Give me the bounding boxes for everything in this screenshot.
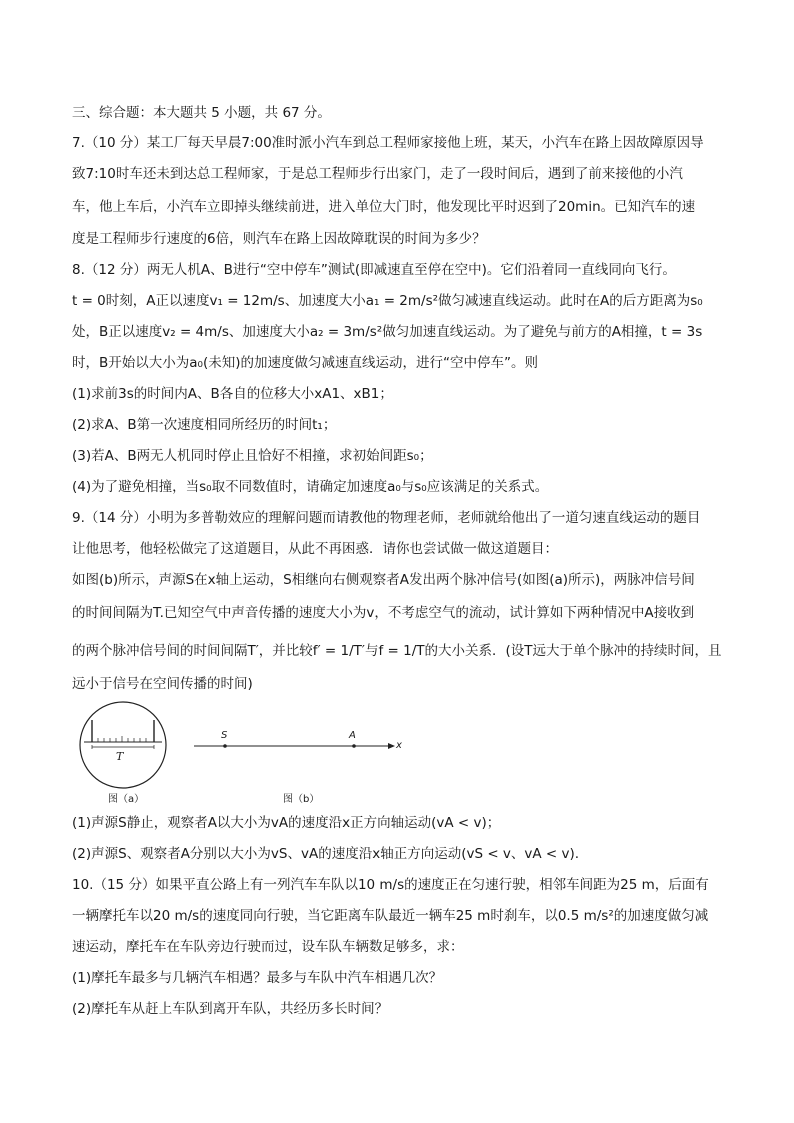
q10-line-2: 一辆摩托车以20 m/s的速度同向行驶，当它距离车队最近一辆车25 m时刹车，以0.5 m/s²的加速度做匀减 [72,908,709,924]
source-s-label: S [221,730,228,741]
q7-line-1: 7.（10 分）某工厂每天早晨7:00准时派小汽车到总工程师家接他上班，某天，小汽车在路上因故障原因导 [72,135,704,151]
q10-sub-1: (1)摩托车最多与几辆汽车相遇？最多与车队中汽车相遇几次？ [72,970,443,986]
q9-sub-2: (2)声源S、观察者A分别以大小为vS、vA的速度沿x轴正方向运动(vS < v、vA < v). [72,846,580,862]
q8-sub-1: (1)求前3s的时间内A、B各自的位移大小xA1、xB1； [72,386,393,402]
figure-a [78,700,168,790]
section-heading: 三、综合题：本大题共 5 小题，共 67 分。 [72,105,331,121]
q8-line-1: 8.（12 分）两无人机A、B进行“空中停车”测试(即减速直至停在空中)。它们沿着同一直线同向飞行。 [72,262,676,278]
figure-b [192,730,402,760]
q10-line-1: 10.（15 分）如果平直公路上有一列汽车车队以10 m/s的速度正在匀速行驶，相邻车间距为25 m，后面有 [72,877,709,893]
q9-sub-1: (1)声源S静止，观察者A以大小为vA的速度沿x正方向轴运动(vA < v)； [72,815,501,831]
q9-line-6: 远小于信号在空间传播的时间) [72,676,253,692]
q9-line-4: 的时间间隔为T.已知空气中声音传播的速度大小为v，不考虑空气的流动，试计算如下两种情况中A接收到 [72,605,695,621]
oscilloscope-diagram [78,700,168,790]
x-axis-label: x [396,740,402,751]
q9-line-5: 的两个脉冲信号间的时间间隔T′，并比较f′ = 1/T′与f = 1/T的大小关系．(设T远大于单个脉冲的持续时间，且 [72,643,722,659]
q7-line-4: 度是工程师步行速度的6倍，则汽车在路上因故障耽误的时间为多少？ [72,231,486,247]
q8-sub-3: (3)若A、B两无人机同时停止且恰好不相撞，求初始间距s₀； [72,448,433,464]
figure-b-caption: 图（b） [283,794,320,805]
q7-line-3: 车，他上车后，小汽车立即掉头继续前进，进入单位大门时，他发现比平时迟到了20min。已知汽车的速 [72,199,696,215]
figure-a-caption: 图（a） [108,794,145,805]
q8-sub-4: (4)为了避免相撞，当s₀取不同数值时，请确定加速度a₀与s₀应该满足的关系式。 [72,479,549,495]
q9-line-2: 让他思考，他轻松做完了这道题目，从此不再困惑．请你也尝试做一做这道题目： [72,541,558,557]
q8-line-3: 处，B正以速度v₂ = 4m/s、加速度大小a₂ = 3m/s²做匀加速直线运动。为了避免与前方的A相撞，t = 3s [72,324,703,340]
q10-line-3: 速运动，摩托车在车队旁边行驶而过，设车队车辆数足够多，求： [72,939,464,955]
q10-sub-2: (2)摩托车从赶上车队到离开车队，共经历多长时间？ [72,1001,389,1017]
q8-sub-2: (2)求A、B第一次速度相同所经历的时间t₁； [72,417,337,433]
observer-a-label: A [349,730,356,741]
q7-line-2: 致7:10时车还未到达总工程师家，于是总工程师步行出家门，走了一段时间后，遇到了前来接他的小汽 [72,166,683,182]
q9-line-1: 9.（14 分）小明为多普勒效应的理解问题而请教他的物理老师，老师就给他出了一道匀速直线运动的题目 [72,510,701,526]
q8-line-2: t = 0时刻，A正以速度v₁ = 12m/s、加速度大小a₁ = 2m/s²做匀减速直线运动。此时在A的后方距离为s₀ [72,293,703,309]
figure-a-period-label: T [116,750,124,763]
q8-line-4: 时，B开始以大小为a₀(未知)的加速度做匀减速直线运动，进行“空中停车”。则 [72,355,538,371]
q9-line-3: 如图(b)所示，声源S在x轴上运动，S相继向右侧观察者A发出两个脉冲信号(如图(a)所示)，两脉冲信号间 [72,572,695,588]
